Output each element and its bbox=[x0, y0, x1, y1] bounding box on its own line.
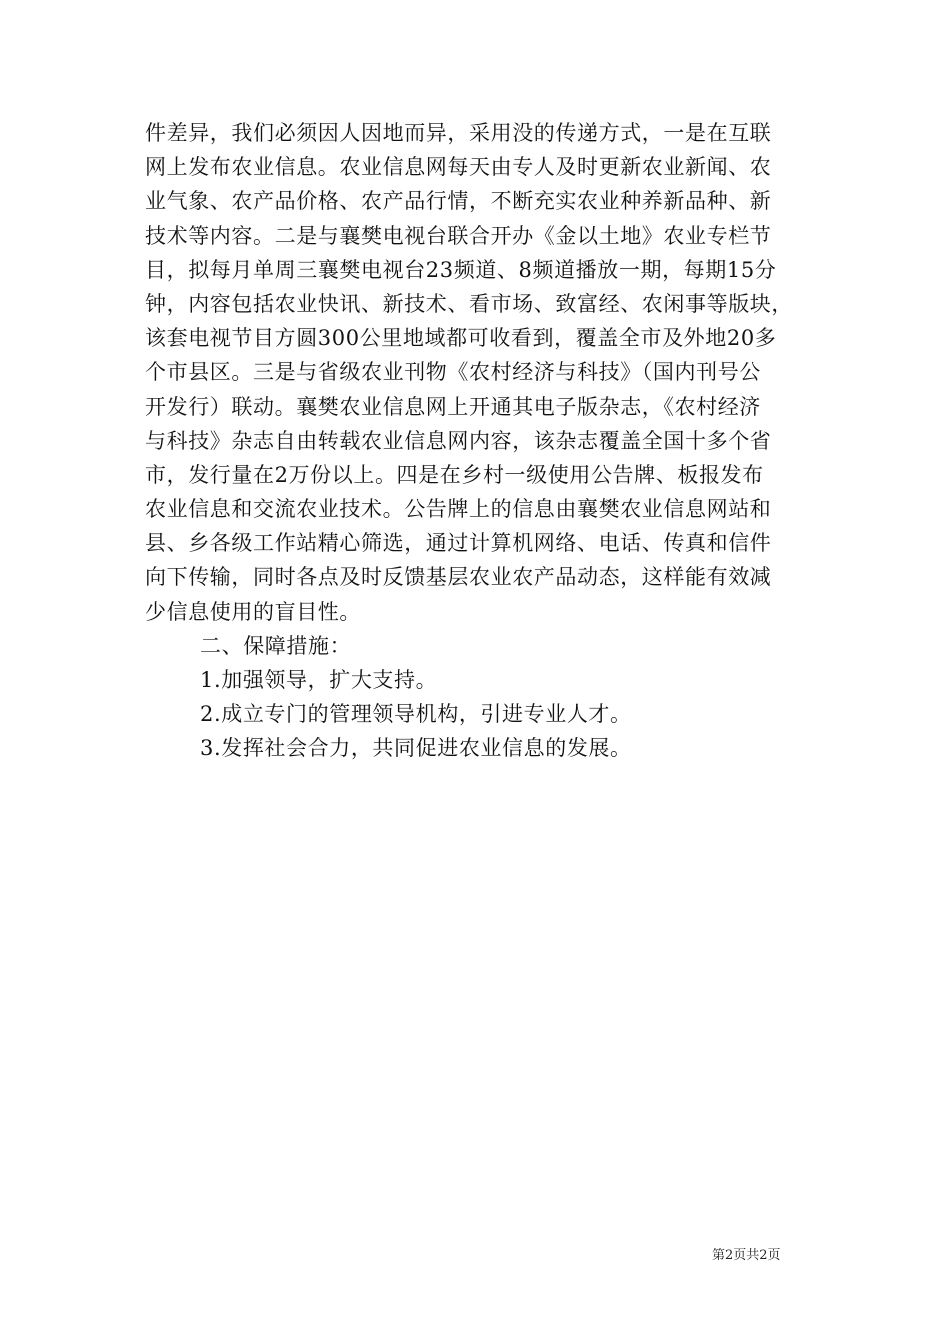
paragraph-line: 农业信息和交流农业技术。公告牌上的信息由襄樊农业信息网站和 bbox=[145, 497, 772, 522]
paragraph-line: 业气象、农产品价格、农产品行情，不断充实农业种养新品种、新 bbox=[145, 189, 772, 214]
paragraph-line: 向下传输，同时各点及时反馈基层农业农产品动态，这样能有效减 bbox=[145, 565, 772, 590]
paragraph-line: 钟，内容包括农业快讯、新技术、看市场、致富经、农闲事等版块， bbox=[145, 291, 793, 316]
measure-item: 3.发挥社会合力，共同促进农业信息的发展。 bbox=[200, 736, 632, 761]
paragraph-line: 市，发行量在2万份以上。四是在乡村一级使用公告牌、板报发布 bbox=[145, 462, 764, 487]
document-body bbox=[145, 116, 810, 766]
measure-item: 1.加强领导，扩大支持。 bbox=[200, 668, 438, 692]
section-heading: 二、保障措施： bbox=[200, 633, 352, 658]
paragraph-line: 县、乡各级工作站精心筛选，通过计算机网络、电话、传真和信件 bbox=[145, 531, 772, 556]
paragraph-line: 网上发布农业信息。农业信息网每天由专人及时更新农业新闻、农 bbox=[145, 155, 772, 180]
paragraph-line: 与科技》杂志自由转载农业信息网内容，该杂志覆盖全国十多个省 bbox=[145, 428, 772, 453]
paragraph-line: 目，拟每月单周三襄樊电视台23频道、8频道播放一期，每期15分 bbox=[145, 257, 777, 282]
paragraph-line: 件差异，我们必须因人因地而异，采用没的传递方式，一是在互联 bbox=[145, 121, 772, 145]
paragraph bbox=[145, 116, 810, 629]
paragraph-line: 开发行）联动。襄樊农业信息网上开通其电子版杂志，《农村经济 bbox=[145, 394, 761, 419]
paragraph-line: 少信息使用的盲目性。 bbox=[145, 599, 361, 624]
page-footer: 第2页共2页 bbox=[712, 1248, 781, 1263]
paragraph-line: 该套电视节目方圆300公里地域都可收看到，覆盖全市及外地20多 bbox=[145, 326, 777, 351]
measure-item: 2.成立专门的管理领导机构，引进专业人才。 bbox=[200, 702, 632, 727]
paragraph-line: 技术等内容。二是与襄樊电视台联合开办《金以土地》农业专栏节 bbox=[145, 223, 772, 248]
paragraph-line: 个市县区。三是与省级农业刊物《农村经济与科技》（国内刊号公 bbox=[145, 360, 761, 385]
